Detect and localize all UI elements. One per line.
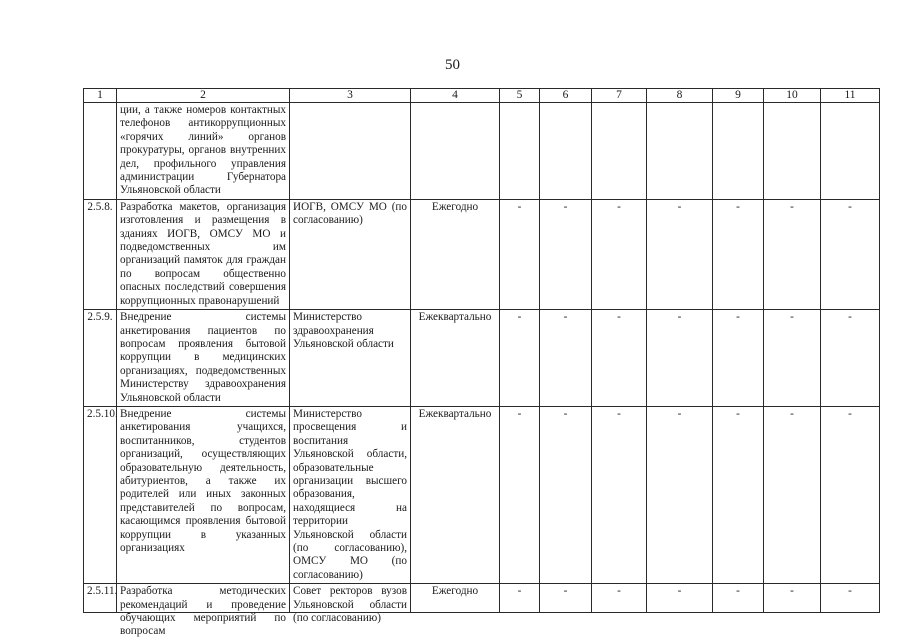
frequency-text: Ежегодно <box>411 584 500 613</box>
column-header: 3 <box>290 89 411 103</box>
measure-text: Разработка макетов, организация изготовления и размещения в зданиях ИОГВ, ОМСУ МО и подведомственных им организаций памяток для граждан по вопросам общественно опасных последствий совершения коррупционных правонарушений <box>117 199 290 309</box>
item-number: 2.5.9. <box>84 310 117 407</box>
executor-text: Совет ректоров вузов Ульяновской области (по согласованию) <box>290 584 411 613</box>
executor-text: ИОГВ, ОМСУ МО (по согласованию) <box>290 199 411 309</box>
column-header: 9 <box>713 89 764 103</box>
value-cell: - <box>500 199 540 309</box>
value-cell <box>713 103 764 200</box>
measure-text: Внедрение системы анкетирования пациентов по вопросам проявления бытовой коррупции в медицинских организациях, подведомственных Министерству здравоохранения Ульяновской области <box>117 310 290 407</box>
measures-table <box>83 88 880 638</box>
column-header: 7 <box>592 89 647 103</box>
page-number: 50 <box>445 57 460 73</box>
value-cell: - <box>647 584 713 613</box>
table-row <box>84 584 880 613</box>
column-header: 8 <box>647 89 713 103</box>
value-cell: - <box>821 199 880 309</box>
value-cell: - <box>764 584 821 613</box>
column-header: 10 <box>764 89 821 103</box>
value-cell <box>500 103 540 200</box>
header-row <box>84 89 880 103</box>
value-cell: - <box>500 406 540 583</box>
measure-text: Разработка методических рекомендаций и проведение обучающих мероприятий по вопросам <box>117 584 290 613</box>
table-row <box>84 406 880 583</box>
value-cell: - <box>592 584 647 613</box>
frequency-text: Ежегодно <box>411 199 500 309</box>
value-cell: - <box>540 406 592 583</box>
value-cell: - <box>764 199 821 309</box>
column-header: 1 <box>84 89 117 103</box>
column-header: 2 <box>117 89 290 103</box>
value-cell: - <box>500 310 540 407</box>
table-row <box>84 199 880 309</box>
value-cell: - <box>500 584 540 613</box>
value-cell: - <box>713 199 764 309</box>
column-header: 4 <box>411 89 500 103</box>
table-row <box>84 310 880 407</box>
item-number <box>84 103 117 200</box>
item-number: 2.5.10. <box>84 406 117 583</box>
executor-text: Министерство просвещения и воспитания Ульяновской области, образовательные организации высшего образования, находящиеся на территории Ульяновской области (по согласованию), ОМСУ МО (по согласованию) <box>290 406 411 583</box>
value-cell: - <box>764 406 821 583</box>
column-header: 6 <box>540 89 592 103</box>
value-cell <box>540 103 592 200</box>
value-cell: - <box>540 310 592 407</box>
measure-text: ции, а также номеров контактных телефонов антикоррупционных «горячих линий» органов прокуратуры, органов внутренних дел, профильного управления администрации Губернатора Ульяновской области <box>117 103 290 200</box>
value-cell: - <box>592 406 647 583</box>
value-cell: - <box>592 199 647 309</box>
value-cell <box>647 103 713 200</box>
item-number: 2.5.8. <box>84 199 117 309</box>
frequency-text <box>411 103 500 200</box>
value-cell: - <box>821 406 880 583</box>
column-header: 5 <box>500 89 540 103</box>
value-cell: - <box>647 199 713 309</box>
value-cell: - <box>764 310 821 407</box>
measure-text: Внедрение системы анкетирования учащихся, воспитанников, студентов организаций, осуществляющих образовательную деятельность, абитуриентов, а также их родителей или иных законных представителей по вопросам, касающимся проявления бытовой коррупции в указанных организациях <box>117 406 290 583</box>
frequency-text: Ежеквартально <box>411 406 500 583</box>
value-cell <box>592 103 647 200</box>
value-cell: - <box>540 584 592 613</box>
column-header: 11 <box>821 89 880 103</box>
value-cell <box>764 103 821 200</box>
executor-text <box>290 103 411 200</box>
value-cell: - <box>540 199 592 309</box>
item-number: 2.5.11. <box>84 584 117 613</box>
value-cell: - <box>821 584 880 613</box>
value-cell: - <box>713 406 764 583</box>
value-cell: - <box>713 584 764 613</box>
frequency-text: Ежеквартально <box>411 310 500 407</box>
value-cell: - <box>647 310 713 407</box>
value-cell: - <box>647 406 713 583</box>
value-cell <box>821 103 880 200</box>
executor-text: Министерство здравоохранения Ульяновской области <box>290 310 411 407</box>
value-cell: - <box>592 310 647 407</box>
table-row <box>84 103 880 200</box>
value-cell: - <box>713 310 764 407</box>
value-cell: - <box>821 310 880 407</box>
